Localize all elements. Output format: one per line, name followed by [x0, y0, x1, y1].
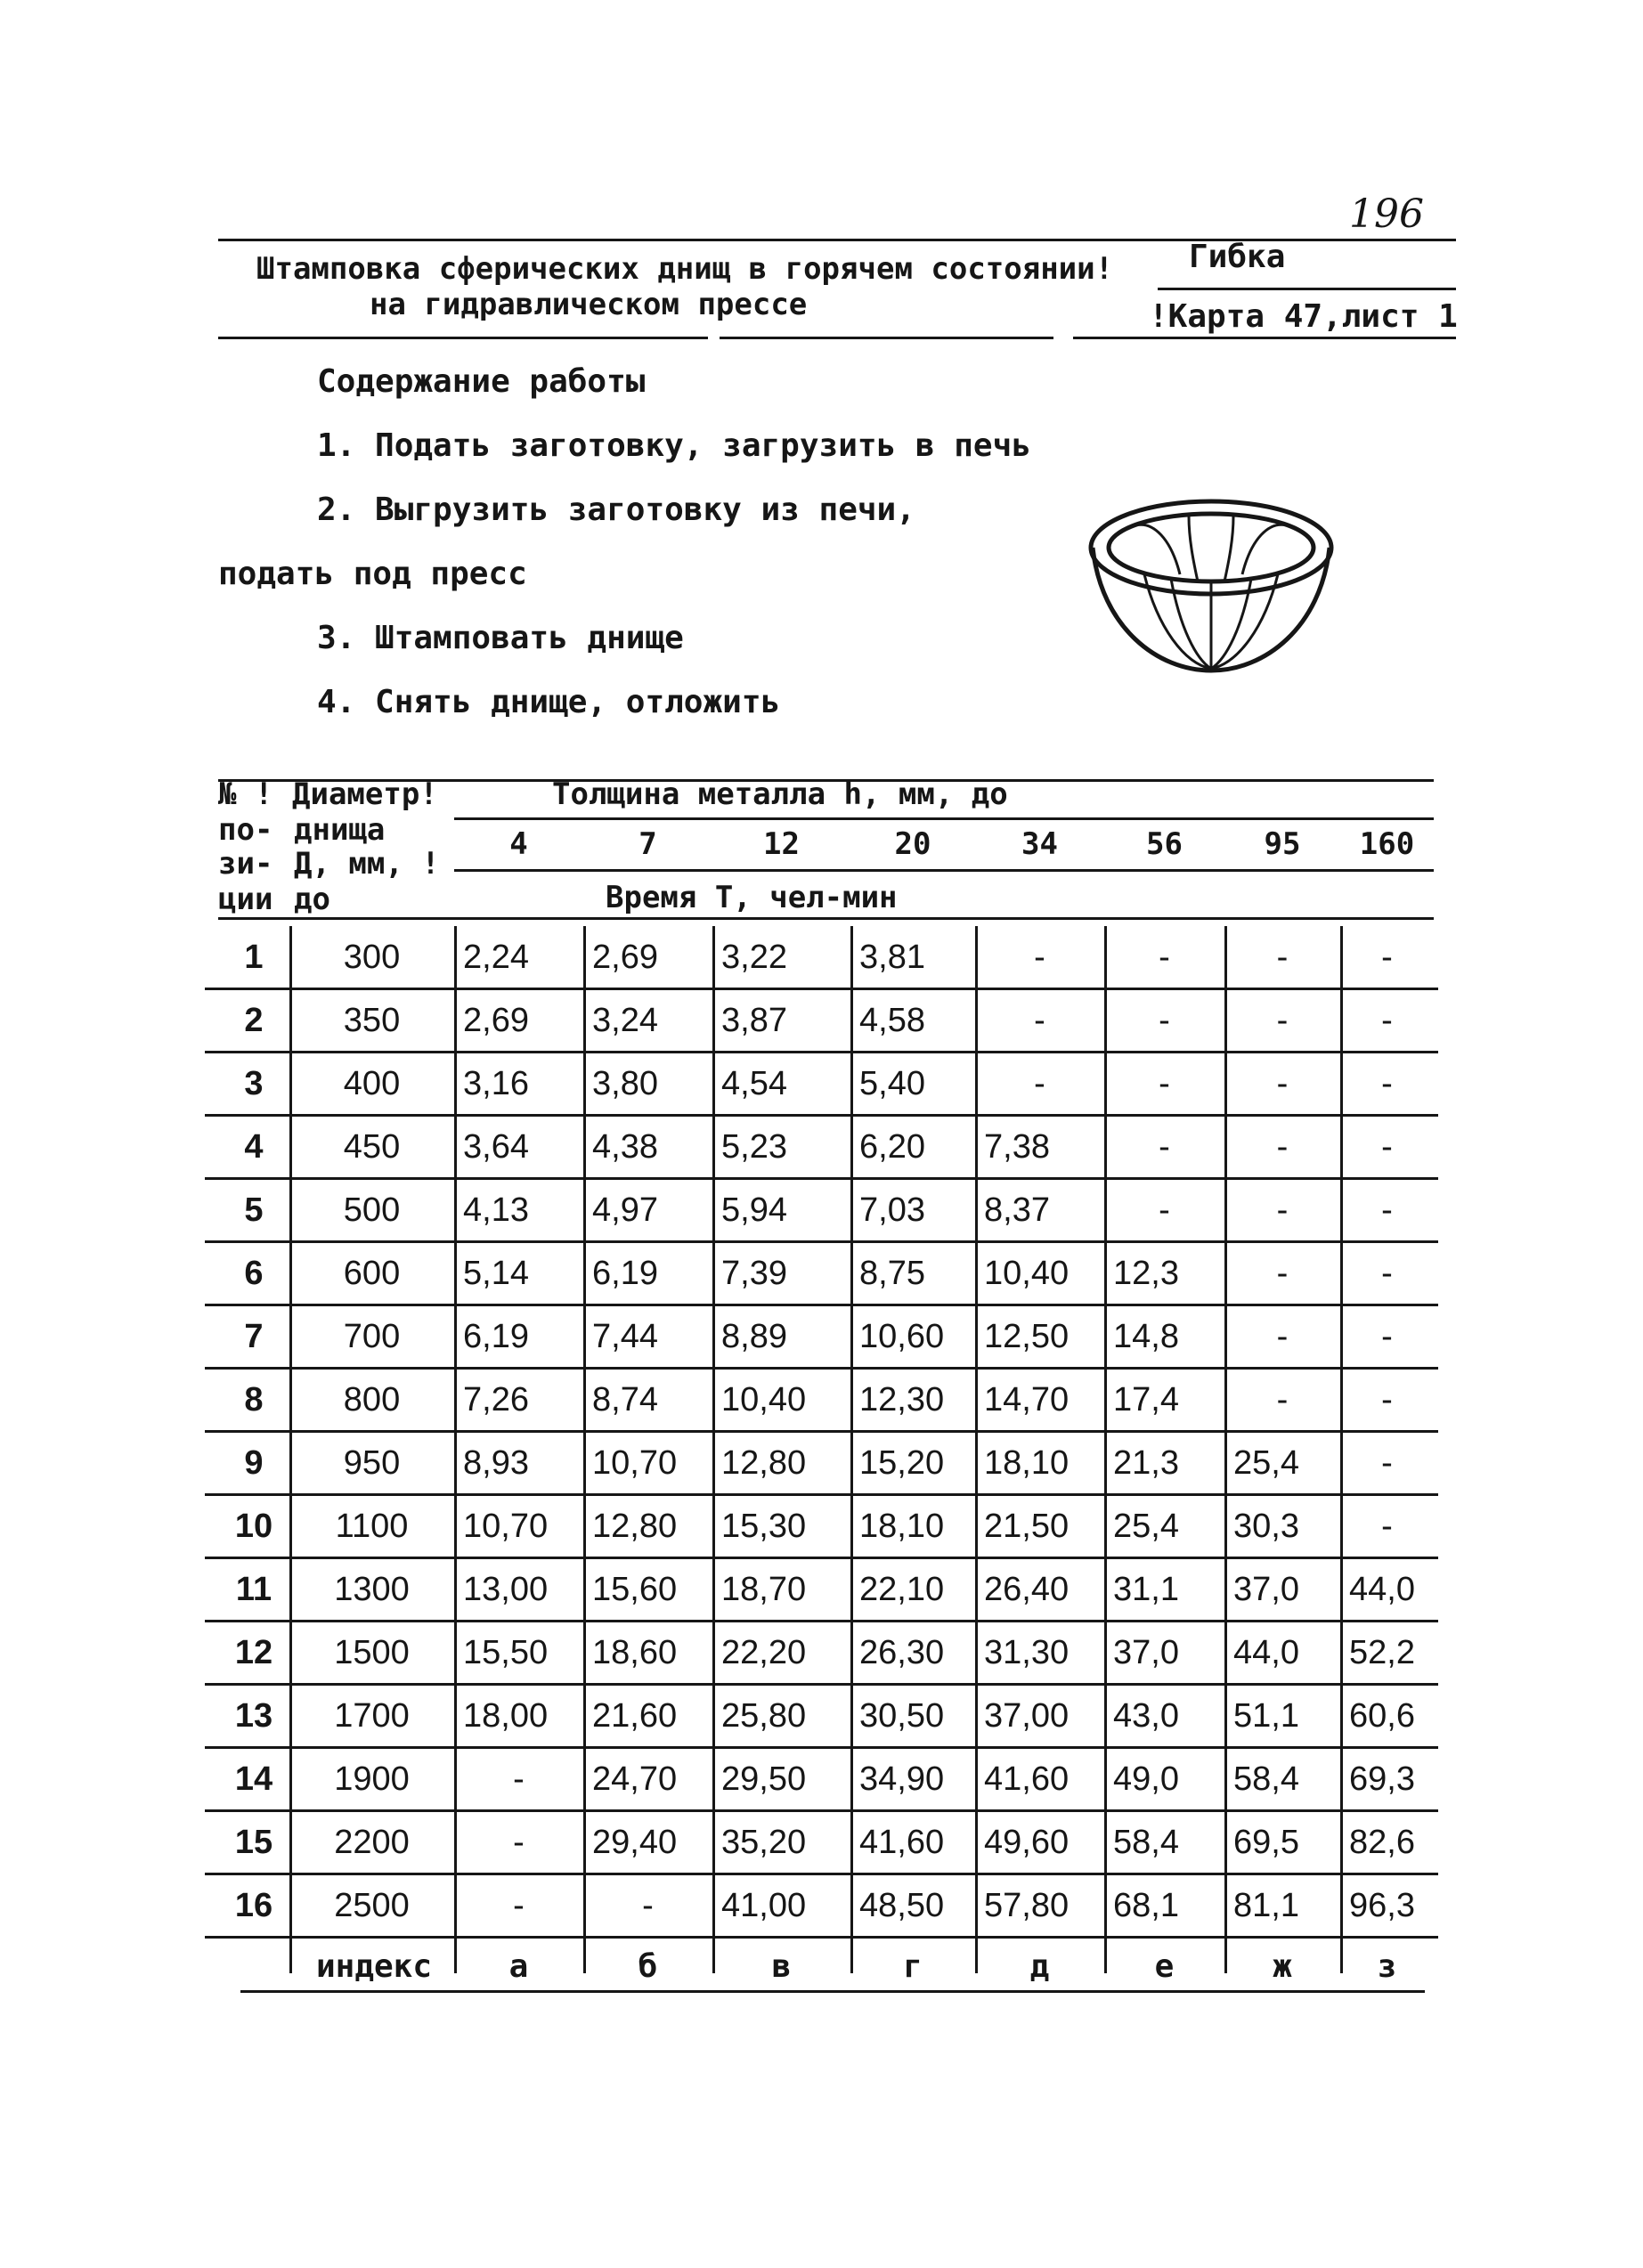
time-value: 29,40 [592, 1824, 678, 1861]
time-value: 30,50 [859, 1697, 945, 1735]
time-value: 58,4 [1113, 1824, 1179, 1861]
time-value: 4,38 [592, 1128, 658, 1166]
row-number: 11 [235, 1571, 272, 1608]
time-value: - [1381, 1128, 1393, 1166]
time-value: 3,24 [592, 1002, 658, 1039]
time-value: 6,20 [859, 1128, 925, 1166]
thickness-header: Толщина металла h, мм, до [552, 776, 1008, 812]
time-value: - [1034, 1065, 1045, 1102]
time-value: 18,60 [592, 1634, 678, 1671]
time-value: 22,20 [721, 1634, 807, 1671]
time-value: 10,60 [859, 1318, 945, 1355]
time-value: 43,0 [1113, 1697, 1179, 1735]
time-value: 37,0 [1113, 1634, 1179, 1671]
pos-header-line1: № ! [218, 776, 273, 812]
time-value: 10,70 [592, 1444, 678, 1482]
time-value: 12,80 [592, 1508, 678, 1545]
time-value: 2,69 [592, 939, 658, 976]
step-3: 3. Штамповать днище [317, 620, 684, 656]
diam-header-line1: Диаметр! [292, 776, 438, 812]
row-diameter: 1900 [334, 1760, 410, 1798]
time-value: 3,64 [463, 1128, 529, 1166]
page-number: 196 [1349, 191, 1424, 237]
time-value: - [513, 1760, 525, 1798]
time-value: 26,40 [984, 1571, 1070, 1608]
time-value: 22,10 [859, 1571, 945, 1608]
time-value: - [1276, 1381, 1289, 1419]
time-value: 21,3 [1113, 1444, 1179, 1482]
row-number: 2 [244, 1002, 264, 1039]
time-value: 5,40 [859, 1065, 925, 1102]
thickness-value: 12 [763, 826, 800, 862]
time-value: 82,6 [1349, 1824, 1415, 1861]
time-value: 2,24 [463, 939, 529, 976]
index-bottom-rule [240, 1990, 1425, 1993]
time-value: - [1381, 1318, 1393, 1355]
row-number: 3 [244, 1065, 264, 1102]
time-value: 5,14 [463, 1255, 529, 1292]
row-diameter: 450 [343, 1128, 401, 1166]
time-value: - [1276, 1318, 1289, 1355]
time-value: - [513, 1887, 525, 1924]
time-value: 15,30 [721, 1508, 807, 1545]
operation-label: Гибка [1189, 239, 1286, 275]
index-letter: в [771, 1948, 792, 1985]
time-value: - [1276, 1128, 1289, 1166]
time-value: 68,1 [1113, 1887, 1179, 1924]
time-value: 7,44 [592, 1318, 658, 1355]
thickness-value: 34 [1021, 826, 1058, 862]
time-value: 41,60 [859, 1824, 945, 1861]
row-diameter: 950 [343, 1444, 401, 1482]
time-value: 5,23 [721, 1128, 787, 1166]
time-value: 44,0 [1233, 1634, 1299, 1671]
time-value: - [1381, 1508, 1393, 1545]
index-letter: а [508, 1948, 529, 1985]
card-number: !Карта 47,лист 1 [1149, 298, 1458, 335]
row-diameter: 2500 [334, 1887, 410, 1924]
time-value: 58,4 [1233, 1760, 1299, 1798]
time-value: 10,40 [984, 1255, 1070, 1292]
row-number: 15 [234, 1824, 273, 1861]
time-value: - [1381, 1255, 1393, 1292]
time-value: 14,8 [1113, 1318, 1179, 1355]
header-bottom-rule-3 [1073, 337, 1456, 339]
time-value: 10,40 [721, 1381, 807, 1419]
time-value: 8,75 [859, 1255, 925, 1292]
time-value: 10,70 [463, 1508, 549, 1545]
time-value: 18,10 [859, 1508, 945, 1545]
thickness-value: 160 [1359, 826, 1415, 862]
row-diameter: 2200 [334, 1824, 410, 1861]
time-value: 37,0 [1233, 1571, 1299, 1608]
header-bottom-rule-1 [218, 337, 708, 339]
time-value: 81,1 [1233, 1887, 1299, 1924]
header-bottom-rule-2 [720, 337, 1053, 339]
diam-header-line3: Д, мм, ! [294, 846, 440, 882]
thickness-header-rule [454, 817, 1434, 820]
time-value: - [642, 1887, 654, 1924]
time-value: 37,00 [984, 1697, 1070, 1735]
time-value: - [1381, 1065, 1393, 1102]
row-number: 8 [244, 1381, 264, 1419]
time-value: 3,80 [592, 1065, 658, 1102]
operation-rule [1158, 288, 1456, 290]
index-letter: г [903, 1948, 923, 1985]
index-letter: е [1154, 1948, 1175, 1985]
header-bottom-rule [218, 917, 1434, 920]
column-rule [850, 926, 853, 1973]
row-number: 4 [244, 1128, 264, 1166]
header-title-line1: Штамповка сферических днищ в горячем состоянии! [256, 251, 1114, 287]
time-value: 41,60 [984, 1760, 1070, 1798]
thickness-value: 4 [509, 826, 528, 862]
row-number: 14 [234, 1760, 273, 1798]
row-number: 1 [244, 939, 264, 976]
time-value: 6,19 [463, 1318, 529, 1355]
time-value: - [1381, 1002, 1393, 1039]
pos-header-line4: ции [218, 882, 273, 917]
time-value: - [1276, 1255, 1289, 1292]
thickness-values-rule [454, 869, 1434, 872]
time-value: - [513, 1824, 525, 1861]
index-letter: б [638, 1948, 658, 1985]
time-value: 29,50 [721, 1760, 807, 1798]
time-value: 7,26 [463, 1381, 529, 1419]
time-value: 2,69 [463, 1002, 529, 1039]
time-value: - [1381, 939, 1393, 976]
index-letter: д [1029, 1948, 1050, 1985]
time-value: 21,60 [592, 1697, 678, 1735]
row-number: 6 [244, 1255, 264, 1292]
pos-header-line3: зи- [218, 846, 273, 882]
column-rule [1340, 926, 1343, 1973]
column-rule [454, 926, 457, 1973]
time-value: 14,70 [984, 1381, 1070, 1419]
column-rule [583, 926, 586, 1973]
row-diameter: 1700 [334, 1697, 410, 1735]
row-number: 9 [244, 1444, 264, 1482]
time-value: 3,81 [859, 939, 925, 976]
column-rule [975, 926, 978, 1973]
row-diameter: 400 [343, 1065, 401, 1102]
time-value: 17,4 [1113, 1381, 1179, 1419]
time-value: - [1159, 1128, 1170, 1166]
header-title-line2: на гидравлическом прессе [370, 287, 808, 322]
time-value: 3,22 [721, 939, 787, 976]
time-value: 25,4 [1233, 1444, 1299, 1482]
time-value: - [1159, 1002, 1170, 1039]
time-value: - [1381, 1191, 1393, 1229]
row-number: 5 [244, 1191, 264, 1229]
time-value: 35,20 [721, 1824, 807, 1861]
time-value: 49,60 [984, 1824, 1070, 1861]
diam-header-line4: до [294, 882, 330, 917]
step-1: 1. Подать заготовку, загрузить в печь [317, 427, 1031, 464]
time-value: - [1276, 1065, 1289, 1102]
column-rule [1104, 926, 1107, 1973]
thickness-value: 56 [1146, 826, 1183, 862]
row-diameter: 700 [343, 1318, 401, 1355]
row-diameter: 350 [343, 1002, 401, 1039]
time-value: 18,10 [984, 1444, 1070, 1482]
time-value: 51,1 [1233, 1697, 1299, 1735]
time-value: 12,30 [859, 1381, 945, 1419]
time-value: 69,5 [1233, 1824, 1299, 1861]
time-value: 26,30 [859, 1634, 945, 1671]
index-label: индекс [315, 1948, 433, 1985]
time-value: 30,3 [1233, 1508, 1299, 1545]
time-value: 4,54 [721, 1065, 787, 1102]
column-rule [1224, 926, 1227, 1973]
time-value: 4,13 [463, 1191, 529, 1229]
time-value: 15,20 [859, 1444, 945, 1482]
time-value: 25,4 [1113, 1508, 1179, 1545]
time-value: 15,60 [592, 1571, 678, 1608]
time-value: 21,50 [984, 1508, 1070, 1545]
index-letter: з [1377, 1948, 1397, 1985]
index-letter: ж [1273, 1948, 1292, 1985]
row-diameter: 1100 [335, 1508, 409, 1545]
time-value: 6,19 [592, 1255, 658, 1292]
time-value: 3,16 [463, 1065, 529, 1102]
time-value: 31,30 [984, 1634, 1070, 1671]
time-value: - [1034, 1002, 1045, 1039]
time-value: 7,03 [859, 1191, 925, 1229]
step-4: 4. Снять днище, отложить [317, 684, 781, 720]
pos-header-line2: по- [218, 812, 273, 848]
time-value: - [1381, 1444, 1393, 1482]
time-value: 8,89 [721, 1318, 787, 1355]
time-value: 34,90 [859, 1760, 945, 1798]
column-rule [289, 926, 292, 1973]
time-value: - [1034, 939, 1045, 976]
time-value: 7,38 [984, 1128, 1050, 1166]
row-diameter: 1500 [334, 1634, 410, 1671]
row-number: 16 [234, 1887, 273, 1924]
time-value: 18,70 [721, 1571, 807, 1608]
step-2-continuation: подать под пресс [218, 556, 527, 592]
thickness-value: 7 [638, 826, 657, 862]
spherical-head-illustration [1082, 476, 1340, 681]
time-value: - [1276, 1191, 1289, 1229]
time-value: 52,2 [1349, 1634, 1415, 1671]
time-value: - [1276, 1002, 1289, 1039]
time-value: 69,3 [1349, 1760, 1415, 1798]
time-value: 44,0 [1349, 1571, 1415, 1608]
row-number: 13 [234, 1697, 273, 1735]
diam-header-line2: днища [294, 812, 386, 848]
content-heading: Содержание работы [317, 363, 646, 400]
thickness-value: 20 [894, 826, 931, 862]
thickness-value: 95 [1264, 826, 1301, 862]
row-rule [205, 1936, 1438, 1939]
time-value: 5,94 [721, 1191, 787, 1229]
time-value: 49,0 [1113, 1760, 1179, 1798]
time-value: 48,50 [859, 1887, 945, 1924]
time-value: 15,50 [463, 1634, 549, 1671]
time-value: 60,6 [1349, 1697, 1415, 1735]
time-value: 13,00 [463, 1571, 549, 1608]
time-value: - [1276, 939, 1289, 976]
time-value: - [1159, 1191, 1170, 1229]
time-value: 57,80 [984, 1887, 1070, 1924]
row-diameter: 300 [343, 939, 401, 976]
time-value: 25,80 [721, 1697, 807, 1735]
time-value: 3,87 [721, 1002, 787, 1039]
time-value: 12,80 [721, 1444, 807, 1482]
time-value: 12,50 [984, 1318, 1070, 1355]
step-2: 2. Выгрузить заготовку из печи, [317, 492, 915, 528]
time-value: - [1381, 1381, 1393, 1419]
time-header: Время Т, чел-мин [606, 880, 898, 915]
time-value: 96,3 [1349, 1887, 1415, 1924]
time-value: 4,97 [592, 1191, 658, 1229]
row-diameter: 1300 [334, 1571, 410, 1608]
row-diameter: 500 [343, 1191, 401, 1229]
time-value: 8,37 [984, 1191, 1050, 1229]
time-value: 24,70 [592, 1760, 678, 1798]
time-value: 7,39 [721, 1255, 787, 1292]
time-value: - [1159, 939, 1170, 976]
time-value: - [1159, 1065, 1170, 1102]
column-rule [712, 926, 715, 1973]
time-value: 8,93 [463, 1444, 529, 1482]
time-value: 31,1 [1113, 1571, 1179, 1608]
time-value: 18,00 [463, 1697, 549, 1735]
time-value: 12,3 [1113, 1255, 1179, 1292]
time-value: 4,58 [859, 1002, 925, 1039]
time-value: 41,00 [721, 1887, 807, 1924]
row-diameter: 600 [343, 1255, 401, 1292]
time-value: 8,74 [592, 1381, 658, 1419]
row-number: 12 [234, 1634, 273, 1671]
row-number: 7 [244, 1318, 264, 1355]
row-diameter: 800 [343, 1381, 401, 1419]
row-number: 10 [234, 1508, 273, 1545]
